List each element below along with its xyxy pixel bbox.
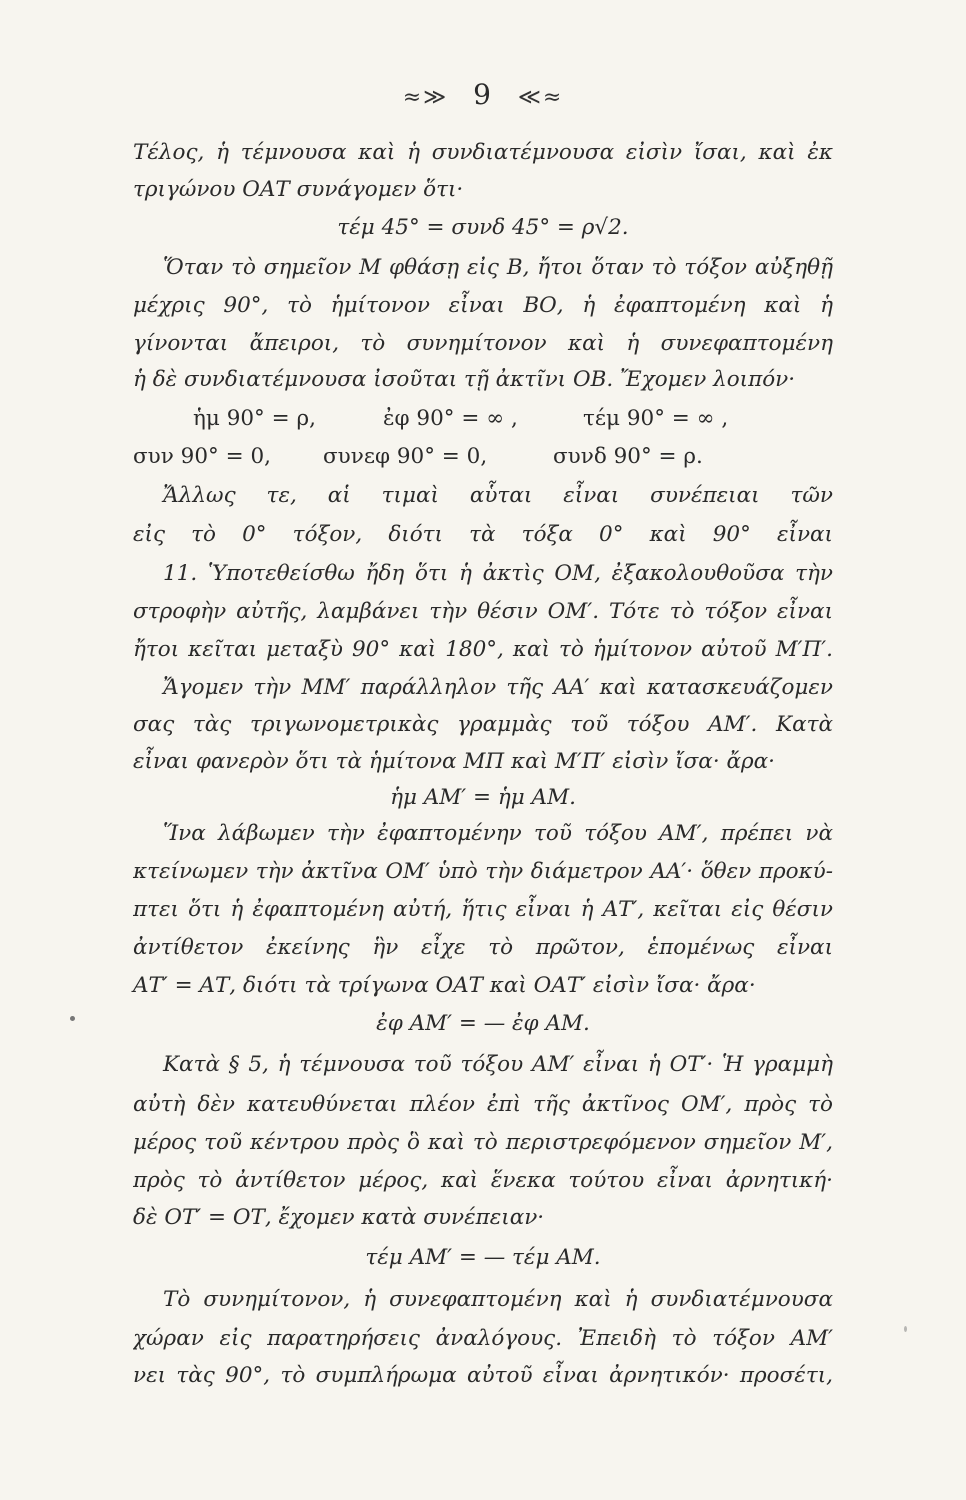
section-start-line: 11. Ὑποτεθείσθω ἤδη ὅτι ἡ ἀκτὶς ΟΜ, ἐξακολουθοῦσα τὴν xyxy=(163,561,833,586)
page-number: 9 xyxy=(473,78,493,111)
text-line: Ἵνα λάβωμεν τὴν ἐφαπτομένην τοῦ τόξου ΑΜ′, πρέπει νὰ xyxy=(163,821,833,846)
text-line: κτείνωμεν τὴν ἀκτῖνα ΟΜ′ ὑπὸ τὴν διάμετρον ΑΑ′· ὅθεν προκύ- xyxy=(133,859,833,884)
text-line: μέχρις 90°, τὸ ἡμίτονον εἶναι ΒΟ, ἡ ἐφαπτομένη καὶ ἡ xyxy=(133,293,833,318)
text-line: ἤτοι κεῖται μεταξὺ 90° καὶ 180°, καὶ τὸ ἡμίτονον αὐτοῦ Μ′Π′. xyxy=(133,637,833,662)
text-line: Τὸ συνημίτονον, ἡ συνεφαπτομένη καὶ ἡ συνδιατέμνουσα xyxy=(163,1287,833,1312)
equation: ἡμ ΑΜ′ = ἡμ ΑΜ. xyxy=(390,785,576,810)
equation-cell: ἐφ 90° = ∞ , xyxy=(383,406,518,431)
text-line: μέρος τοῦ κέντρου πρὸς ὃ καὶ τὸ περιστρεφόμενον σημεῖον Μ′, xyxy=(133,1130,833,1155)
text-line: Ὅταν τὸ σημεῖον Μ φθάσῃ εἰς Β, ἤτοι ὅταν τὸ τόξον αὐξηθῇ xyxy=(163,255,833,280)
text-line: χώραν εἰς παρατηρήσεις ἀναλόγους. Ἐπειδὴ τὸ τόξον ΑΜ′ xyxy=(133,1326,833,1351)
text-line: Τέλος, ἡ τέμνουσα καὶ ἡ συνδιατέμνουσα εἰσὶν ἴσαι, καὶ ἐκ xyxy=(133,140,833,165)
equation: τέμ 45° = συνδ 45° = ρ√2. xyxy=(337,215,629,240)
text-line: στροφὴν αὐτῆς, λαμβάνει τὴν θέσιν ΟΜ′. Τότε τὸ τόξον εἶναι xyxy=(133,599,833,624)
text-line: πτει ὅτι ἡ ἐφαπτομένη αὐτή, ἥτις εἶναι ἡ ΑΤ′, κεῖται εἰς θέσιν xyxy=(133,897,833,922)
text-line: αὐτὴ δὲν κατευθύνεται πλέον ἐπὶ τῆς ἀκτῖνος ΟΜ′, πρὸς τὸ xyxy=(133,1092,833,1117)
text-line: νει τὰς 90°, τὸ συμπλήρωμα αὐτοῦ εἶναι ἀρνητικόν· προσέτι, xyxy=(133,1363,833,1388)
paper-speck xyxy=(904,1326,907,1332)
text-line: πρὸς τὸ ἀντίθετον μέρος, καὶ ἕνεκα τούτου εἶναι ἀρνητική· xyxy=(133,1168,833,1193)
text-line: Ἄλλως τε, αἱ τιμαὶ αὗται εἶναι συνέπειαι τῶν xyxy=(163,483,833,508)
text-line: ΑΤ′ = ΑΤ, διότι τὰ τρίγωνα ΟΑΤ καὶ ΟΑΤ′ εἰσὶν ἴσα· ἄρα· xyxy=(133,973,756,998)
page-header xyxy=(0,78,966,111)
equation-cell: συν 90° = 0, xyxy=(133,444,271,469)
text-line: ἀντίθετον ἐκείνης ἣν εἶχε τὸ πρῶτον, ἑπομένως εἶναι xyxy=(133,935,833,960)
text-line: γίνονται ἄπειροι, τὸ συνημίτονον καὶ ἡ συνεφαπτομένη xyxy=(133,331,833,356)
equation-cell: συνεφ 90° = 0, xyxy=(323,444,488,469)
equation-cell: τέμ 90° = ∞ , xyxy=(583,406,729,431)
text-line: ἡ δὲ συνδιατέμνουσα ἰσοῦται τῇ ἀκτῖνι ΟΒ. Ἔχομεν λοιπόν· xyxy=(133,367,796,392)
text-line: Ἄγομεν τὴν ΜΜ′ παράλληλον τῆς ΑΑ′ καὶ κατασκευάζομεν xyxy=(163,675,833,700)
text-line: σας τὰς τριγωνομετρικὰς γραμμὰς τοῦ τόξου ΑΜ′. Κατὰ xyxy=(133,712,833,737)
equation: ἐφ ΑΜ′ = — ἐφ ΑΜ. xyxy=(376,1011,590,1036)
text-line: τριγώνου ΟΑΤ συνάγομεν ὅτι· xyxy=(133,177,464,202)
left-ornament-icon: ≈≫ xyxy=(402,85,449,110)
text-line: Κατὰ § 5, ἡ τέμνουσα τοῦ τόξου ΑΜ′ εἶναι ἡ ΟΤ′· Ἡ γραμμὴ xyxy=(163,1052,833,1077)
text-line: δὲ ΟΤ′ = ΟΤ, ἔχομεν κατὰ συνέπειαν· xyxy=(133,1205,545,1230)
equation: τέμ ΑΜ′ = — τέμ ΑΜ. xyxy=(365,1245,601,1270)
paper-speck xyxy=(70,1016,75,1021)
equation-cell: συνδ 90° = ρ. xyxy=(553,444,703,469)
text-line: εἰς τὸ 0° τόξον, διότι τὰ τόξα 0° καὶ 90° εἶναι xyxy=(133,522,833,547)
text-line: εἶναι φανερὸν ὅτι τὰ ἡμίτονα ΜΠ καὶ Μ′Π′ εἰσὶν ἴσα· ἄρα· xyxy=(133,749,776,774)
equation-cell: ἡμ 90° = ρ, xyxy=(193,406,316,431)
right-ornament-icon: ≪≈ xyxy=(517,85,564,110)
